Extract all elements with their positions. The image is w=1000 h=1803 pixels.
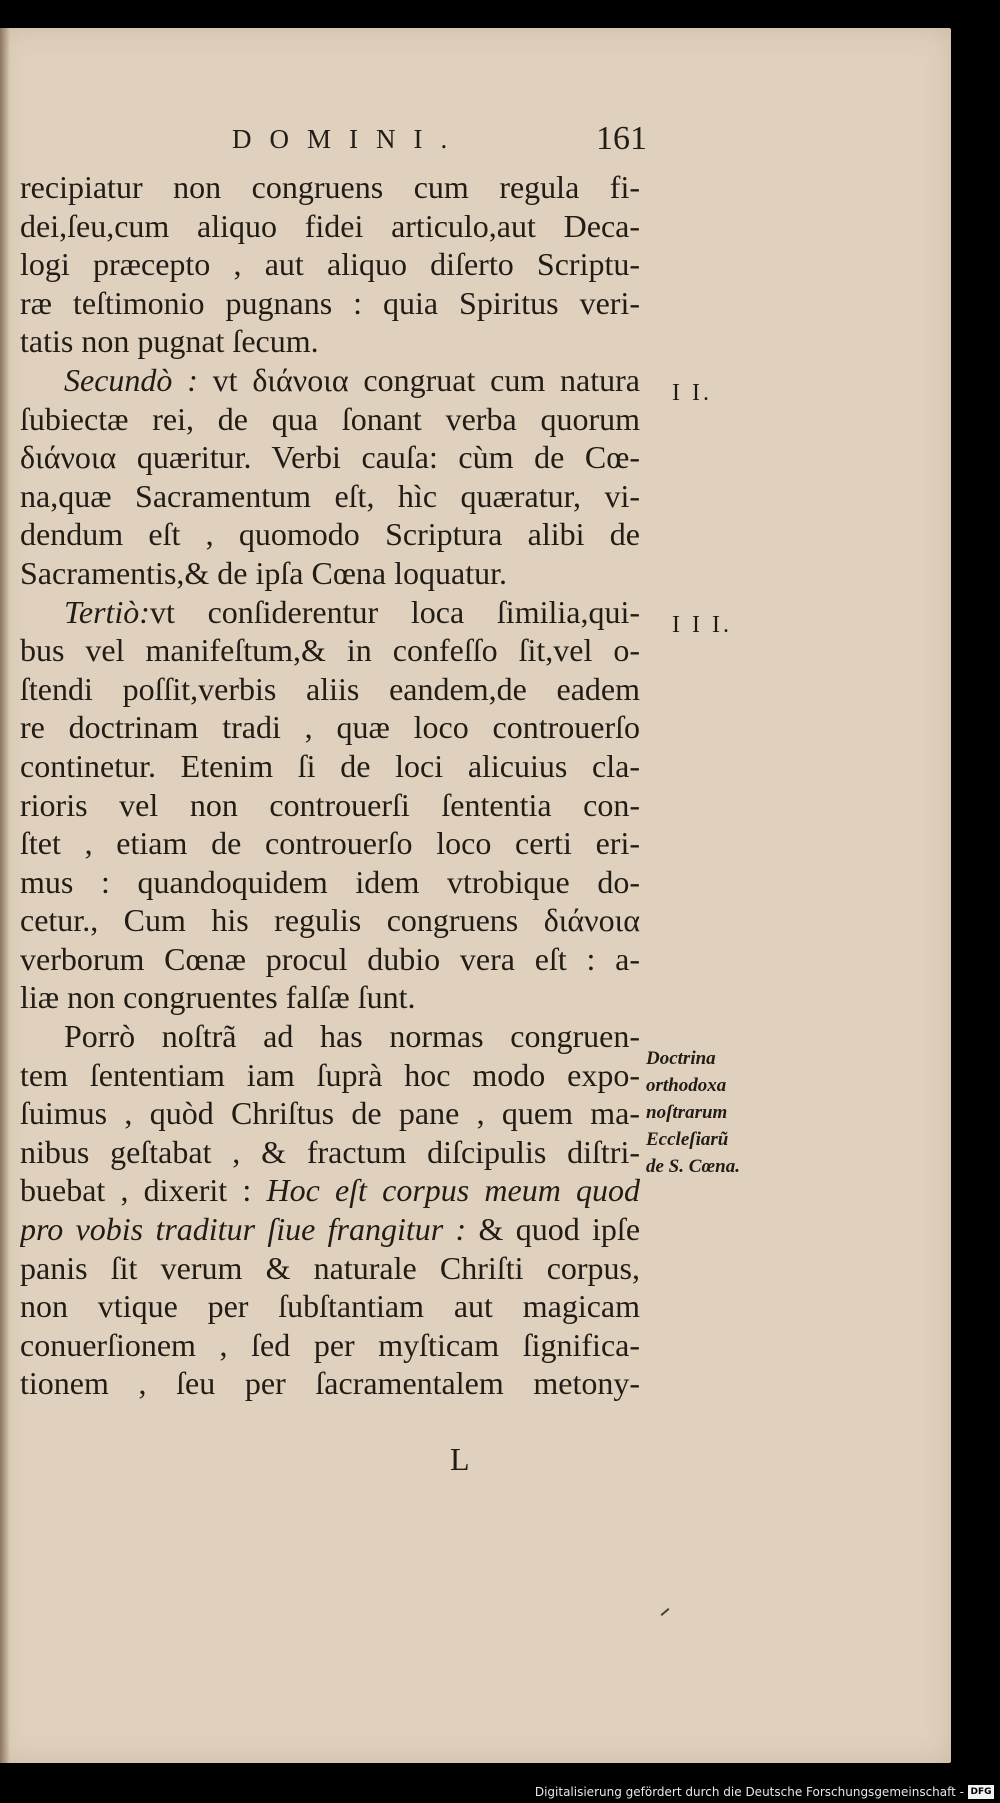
text-line: ſubiectæ rei, de qua ſonant verba quorum: [20, 400, 640, 437]
text-line: continetur. Etenim ſi de loci alicuius cla-: [20, 747, 640, 784]
text-line: ſtendi poſſit,verbis aliis eandem,de eadem: [20, 670, 640, 707]
margin-numeral-2: I I.: [672, 380, 712, 406]
text-line: [20, 1210, 640, 1249]
main-text: [20, 168, 640, 1403]
text-line: conuerſionem , ſed per myſticam ſignifica-: [20, 1326, 640, 1363]
text-line: [20, 1171, 640, 1210]
text-line: ſuimus , quòd Chriſtus de pane , quem ma-: [20, 1095, 640, 1132]
dfg-logo-icon: DFG: [968, 1785, 994, 1799]
text-line: Porrò noſtrã ad has normas congruen-: [64, 1018, 640, 1055]
text-line: recipiatur non congruens cum regula fi-: [20, 169, 640, 205]
italic-word: Tertiò:: [64, 593, 150, 630]
text-line: liæ non congruentes falſæ ſunt.: [20, 979, 416, 1016]
text-line: tem ſententiam iam ſuprà hoc modo expo-: [20, 1056, 640, 1093]
text-line: [20, 361, 640, 400]
note-line: Eccleſiarũ: [646, 1129, 729, 1150]
text-line: tionem , ſeu per ſacramentalem metony-: [20, 1365, 640, 1402]
note-line: de S. Cœna.: [646, 1156, 740, 1177]
text-line: nibus geſtabat , & fractum diſcipulis diſtri-: [20, 1133, 640, 1170]
catchword: L: [450, 1441, 470, 1477]
text-segment: & quod ipſe: [478, 1211, 640, 1248]
text-line: rioris vel non controuerſi ſententia con-: [20, 786, 640, 823]
text-line: [20, 593, 640, 632]
marginal-note: [646, 1045, 786, 1180]
text-line: ræ teſtimonio pugnans : quia Spiritus veri-: [20, 284, 640, 321]
running-head: DOMINI.: [232, 124, 466, 154]
italic-quote: Hoc eſt corpus meum quod: [266, 1172, 640, 1209]
text-line: panis ſit verum & naturale Chriſti corpus,: [20, 1249, 640, 1286]
text-line: Sacramentis,& de ipſa Cœna loquatur.: [20, 554, 507, 591]
page-number: 161: [596, 120, 647, 157]
note-line: noſtrarum: [646, 1102, 728, 1123]
text-segment: buebat , dixerit :: [20, 1172, 252, 1209]
text-line: dendum eſt , quomodo Scriptura alibi de: [20, 516, 640, 553]
italic-word: Secundò :: [64, 361, 198, 398]
text-line: verborum Cœnæ procul dubio vera eſt : a-: [20, 940, 640, 977]
text-line: tatis non pugnat ſecum.: [20, 323, 319, 360]
text-line: dei,ſeu,cum aliquo fidei articulo,aut Deca-: [20, 207, 640, 244]
text-segment: vt διάνοια congruat cum natura: [212, 361, 640, 398]
margin-numeral-3: I I I.: [672, 612, 732, 638]
ink-mark: [661, 1608, 670, 1616]
funding-credit: Digitalisierung gefördert durch die Deutsche Forschungsgemeinschaft -: [534, 1785, 964, 1799]
italic-quote: pro vobis traditur ſiue frangitur :: [20, 1211, 467, 1248]
note-line: Doctrina: [646, 1048, 716, 1069]
text-line: mus : quandoquidem idem vtrobique do-: [20, 863, 640, 900]
text-line: logi præcepto , aut aliquo diſerto Scriptu-: [20, 246, 640, 283]
text-segment: vt conſiderentur loca ſimilia,qui-: [149, 593, 640, 630]
text-line: re doctrinam tradi , quæ loco controuerſo: [20, 709, 640, 746]
text-line: διάνοια quæritur. Verbi cauſa: cùm de Cœ-: [20, 439, 640, 476]
text-line: cetur., Cum his regulis congruens διάνοια: [20, 902, 640, 939]
book-page: [0, 28, 951, 1763]
digitization-footer: [0, 1783, 1000, 1803]
text-line: non vtique per ſubſtantiam aut magicam: [20, 1288, 640, 1325]
text-line: ſtet , etiam de controuerſo loco certi eri-: [20, 825, 640, 862]
note-line: orthodoxa: [646, 1075, 727, 1096]
text-line: bus vel manifeſtum,& in confeſſo ſit,vel o-: [20, 632, 640, 669]
text-line: na,quæ Sacramentum eſt, hìc quæratur, vi-: [20, 477, 640, 514]
page-header: [0, 114, 951, 174]
